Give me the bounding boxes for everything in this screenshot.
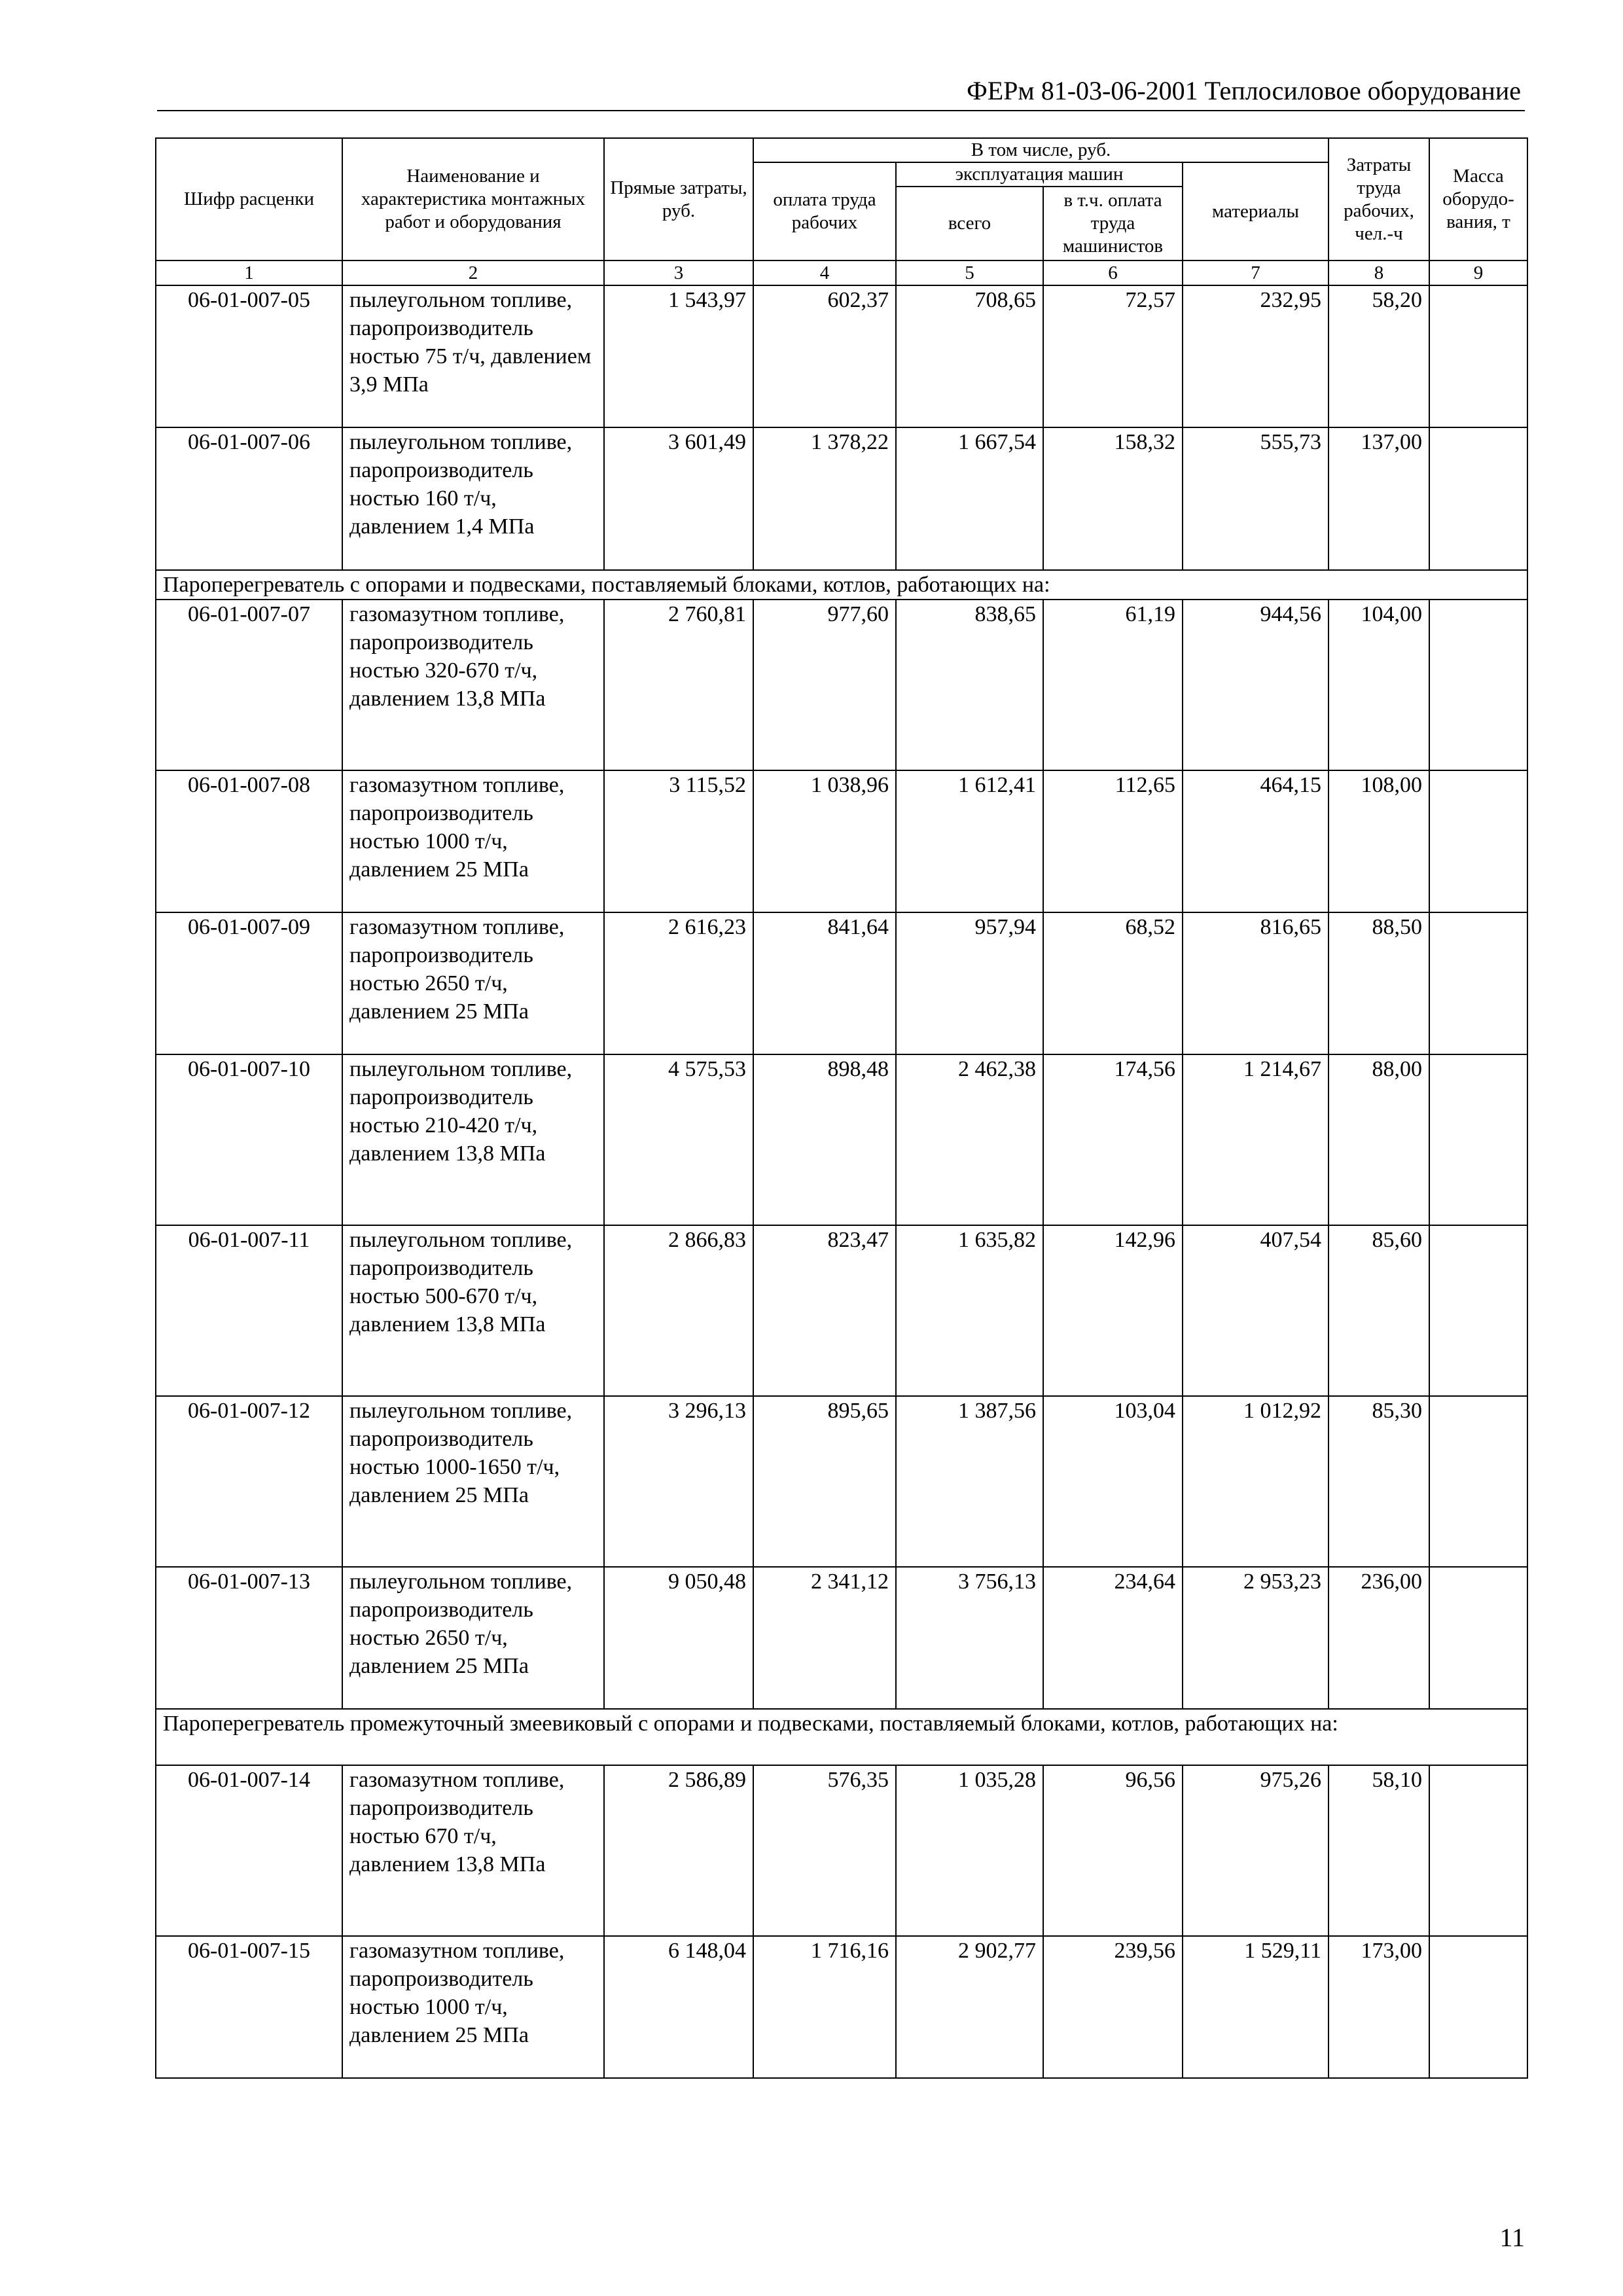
cell-mach-total: 708,65 <box>896 285 1043 427</box>
cell-mach-wages: 142,96 <box>1043 1225 1183 1396</box>
cell-mach-total: 1 035,28 <box>896 1765 1043 1936</box>
cell-mach-wages: 68,52 <box>1043 912 1183 1054</box>
rates-table <box>155 137 1528 2079</box>
rate-code: 06-01-007-06 <box>156 427 342 570</box>
table-row <box>156 1765 1527 1936</box>
cell-mach-wages: 61,19 <box>1043 600 1183 770</box>
cell-labor: 104,00 <box>1329 600 1429 770</box>
header-mass: Масса оборудо-вания, т <box>1429 138 1527 260</box>
cell-direct: 3 601,49 <box>604 427 753 570</box>
cell-direct: 6 148,04 <box>604 1936 753 2078</box>
cell-mass <box>1429 1225 1527 1396</box>
cell-wages: 1 378,22 <box>753 427 896 570</box>
section-row <box>156 570 1527 600</box>
cell-labor: 236,00 <box>1329 1567 1429 1709</box>
column-number: 3 <box>604 260 753 285</box>
cell-mach-wages: 174,56 <box>1043 1054 1183 1225</box>
cell-mass <box>1429 770 1527 912</box>
work-name: газомазутном топливе, паропроизводитель ностью 670 т/ч, давлением 13,8 МПа <box>342 1765 604 1936</box>
cell-mass <box>1429 1396 1527 1567</box>
cell-materials: 2 953,23 <box>1183 1567 1329 1709</box>
table-row <box>156 1225 1527 1396</box>
table-row <box>156 285 1527 427</box>
cell-wages: 895,65 <box>753 1396 896 1567</box>
cell-wages: 841,64 <box>753 912 896 1054</box>
cell-wages: 1 038,96 <box>753 770 896 912</box>
cell-materials: 816,65 <box>1183 912 1329 1054</box>
cell-materials: 1 214,67 <box>1183 1054 1329 1225</box>
table-row <box>156 912 1527 1054</box>
cell-mass <box>1429 1054 1527 1225</box>
cell-direct: 3 115,52 <box>604 770 753 912</box>
header-wages: оплата труда рабочих <box>753 162 896 260</box>
cell-mach-total: 1 635,82 <box>896 1225 1043 1396</box>
cell-wages: 977,60 <box>753 600 896 770</box>
cell-mass <box>1429 912 1527 1054</box>
cell-wages: 576,35 <box>753 1765 896 1936</box>
table-row <box>156 1567 1527 1709</box>
cell-mass <box>1429 1765 1527 1936</box>
cell-mach-total: 2 462,38 <box>896 1054 1043 1225</box>
rate-code: 06-01-007-15 <box>156 1936 342 2078</box>
document-title: ФЕРм 81-03-06-2001 Теплосиловое оборудование <box>967 76 1521 105</box>
cell-wages: 602,37 <box>753 285 896 427</box>
rate-code: 06-01-007-12 <box>156 1396 342 1567</box>
table-row <box>156 1936 1527 2078</box>
cell-direct: 2 586,89 <box>604 1765 753 1936</box>
column-number: 5 <box>896 260 1043 285</box>
work-name: газомазутном топливе, паропроизводитель ностью 320-670 т/ч, давлением 13,8 МПа <box>342 600 604 770</box>
cell-direct: 2 760,81 <box>604 600 753 770</box>
cell-materials: 1 529,11 <box>1183 1936 1329 2078</box>
work-name: газомазутном топливе, паропроизводитель ностью 1000 т/ч, давлением 25 МПа <box>342 1936 604 2078</box>
cell-labor: 137,00 <box>1329 427 1429 570</box>
cell-mass <box>1429 600 1527 770</box>
cell-mach-wages: 96,56 <box>1043 1765 1183 1936</box>
work-name: пылеугольном топливе, паропроизводитель ностью 75 т/ч, давлением 3,9 МПа <box>342 285 604 427</box>
cell-materials: 944,56 <box>1183 600 1329 770</box>
cell-labor: 85,60 <box>1329 1225 1429 1396</box>
cell-materials: 407,54 <box>1183 1225 1329 1396</box>
cell-direct: 3 296,13 <box>604 1396 753 1567</box>
cell-mach-wages: 234,64 <box>1043 1567 1183 1709</box>
work-name: газомазутном топливе, паропроизводитель ностью 2650 т/ч, давлением 25 МПа <box>342 912 604 1054</box>
table-header <box>156 138 1527 260</box>
cell-wages: 2 341,12 <box>753 1567 896 1709</box>
header-name: Наименование и характеристика монтажных работ и оборудования <box>342 138 604 260</box>
header-machines-wages: в т.ч. оплата труда машинистов <box>1043 187 1183 260</box>
cell-direct: 9 050,48 <box>604 1567 753 1709</box>
cell-mass <box>1429 1567 1527 1709</box>
header-materials: материалы <box>1183 162 1329 260</box>
rate-code: 06-01-007-09 <box>156 912 342 1054</box>
column-number: 8 <box>1329 260 1429 285</box>
header-direct-costs: Прямые затраты, руб. <box>604 138 753 260</box>
cell-wages: 898,48 <box>753 1054 896 1225</box>
cell-labor: 85,30 <box>1329 1396 1429 1567</box>
document-header <box>157 72 1525 111</box>
column-numbers-row <box>156 260 1527 285</box>
cell-labor: 88,50 <box>1329 912 1429 1054</box>
cell-mach-wages: 103,04 <box>1043 1396 1183 1567</box>
cell-wages: 1 716,16 <box>753 1936 896 2078</box>
rate-code: 06-01-007-14 <box>156 1765 342 1936</box>
cell-mach-wages: 112,65 <box>1043 770 1183 912</box>
cell-direct: 2 866,83 <box>604 1225 753 1396</box>
cell-mach-total: 1 612,41 <box>896 770 1043 912</box>
cell-labor: 58,10 <box>1329 1765 1429 1936</box>
cell-mach-total: 1 667,54 <box>896 427 1043 570</box>
cell-materials: 975,26 <box>1183 1765 1329 1936</box>
column-number: 6 <box>1043 260 1183 285</box>
work-name: пылеугольном топливе, паропроизводитель ностью 2650 т/ч, давлением 25 МПа <box>342 1567 604 1709</box>
column-number: 1 <box>156 260 342 285</box>
table-row <box>156 770 1527 912</box>
cell-materials: 555,73 <box>1183 427 1329 570</box>
cell-labor: 108,00 <box>1329 770 1429 912</box>
work-name: газомазутном топливе, паропроизводитель ностью 1000 т/ч, давлением 25 МПа <box>342 770 604 912</box>
cell-mach-wages: 239,56 <box>1043 1936 1183 2078</box>
section-title: Пароперегреватель промежуточный змеевиковый с опорами и подвесками, поставляемый блоками, котлов, работающих на: <box>156 1709 1527 1765</box>
section-title: Пароперегреватель с опорами и подвесками, поставляемый блоками, котлов, работающих на: <box>156 570 1527 600</box>
header-including: В том числе, руб. <box>753 138 1329 162</box>
cell-mass <box>1429 427 1527 570</box>
cell-mach-total: 957,94 <box>896 912 1043 1054</box>
column-number: 4 <box>753 260 896 285</box>
section-row <box>156 1709 1527 1765</box>
cell-mach-total: 2 902,77 <box>896 1936 1043 2078</box>
table-body <box>156 260 1527 2078</box>
cell-labor: 173,00 <box>1329 1936 1429 2078</box>
header-machines: эксплуатация машин <box>896 162 1183 187</box>
table-row <box>156 1396 1527 1567</box>
rate-code: 06-01-007-11 <box>156 1225 342 1396</box>
cell-direct: 4 575,53 <box>604 1054 753 1225</box>
page-number: 11 <box>1499 2223 1525 2252</box>
cell-mach-total: 838,65 <box>896 600 1043 770</box>
header-labor: Затраты труда рабочих, чел.-ч <box>1329 138 1429 260</box>
table-row <box>156 600 1527 770</box>
cell-mach-wages: 158,32 <box>1043 427 1183 570</box>
cell-labor: 58,20 <box>1329 285 1429 427</box>
work-name: пылеугольном топливе, паропроизводитель ностью 160 т/ч, давлением 1,4 МПа <box>342 427 604 570</box>
cell-mass <box>1429 1936 1527 2078</box>
header-machines-total: всего <box>896 187 1043 260</box>
cell-labor: 88,00 <box>1329 1054 1429 1225</box>
column-number: 9 <box>1429 260 1527 285</box>
cell-mach-total: 1 387,56 <box>896 1396 1043 1567</box>
header-code: Шифр расценки <box>156 138 342 260</box>
cell-materials: 232,95 <box>1183 285 1329 427</box>
cell-mach-wages: 72,57 <box>1043 285 1183 427</box>
rate-code: 06-01-007-08 <box>156 770 342 912</box>
column-number: 7 <box>1183 260 1329 285</box>
table-row <box>156 1054 1527 1225</box>
cell-direct: 1 543,97 <box>604 285 753 427</box>
rate-code: 06-01-007-07 <box>156 600 342 770</box>
column-number: 2 <box>342 260 604 285</box>
cell-materials: 464,15 <box>1183 770 1329 912</box>
work-name: пылеугольном топливе, паропроизводитель ностью 210-420 т/ч, давлением 13,8 МПа <box>342 1054 604 1225</box>
table-row <box>156 427 1527 570</box>
cell-wages: 823,47 <box>753 1225 896 1396</box>
cell-mass <box>1429 285 1527 427</box>
cell-materials: 1 012,92 <box>1183 1396 1329 1567</box>
cell-mach-total: 3 756,13 <box>896 1567 1043 1709</box>
rate-code: 06-01-007-13 <box>156 1567 342 1709</box>
cell-direct: 2 616,23 <box>604 912 753 1054</box>
rate-code: 06-01-007-10 <box>156 1054 342 1225</box>
work-name: пылеугольном топливе, паропроизводитель ностью 1000-1650 т/ч, давлением 25 МПа <box>342 1396 604 1567</box>
work-name: пылеугольном топливе, паропроизводитель ностью 500-670 т/ч, давлением 13,8 МПа <box>342 1225 604 1396</box>
rate-code: 06-01-007-05 <box>156 285 342 427</box>
